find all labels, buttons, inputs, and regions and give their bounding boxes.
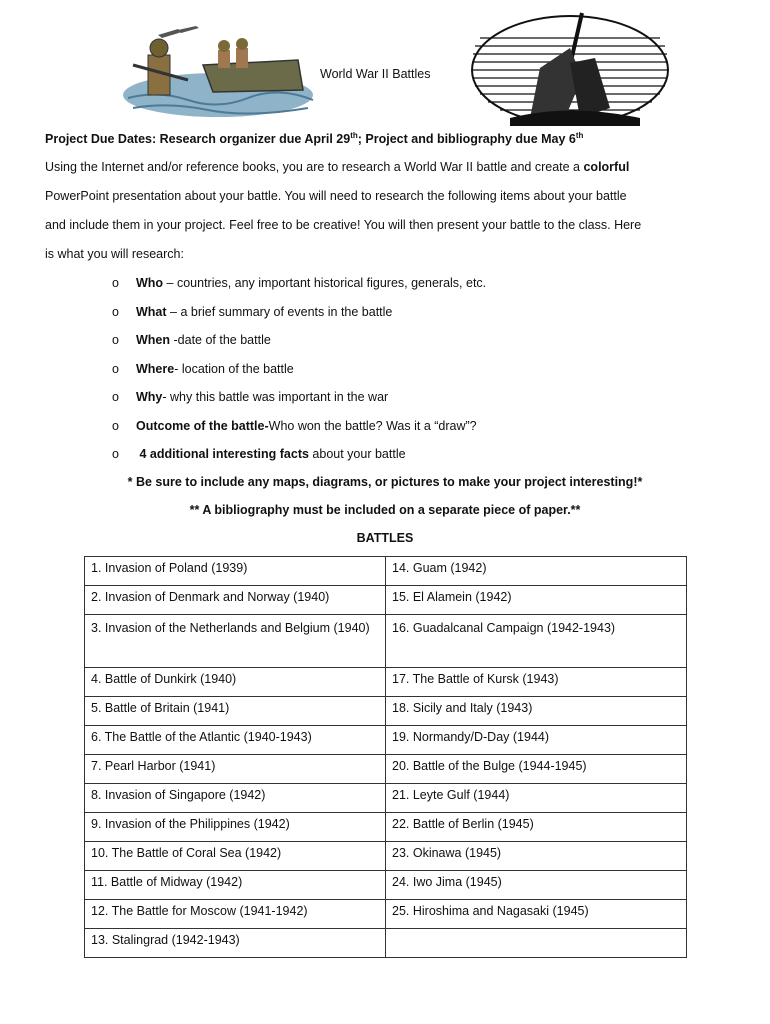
- table-cell: 22. Battle of Berlin (1945): [386, 813, 687, 842]
- table-cell: 4. Battle of Dunkirk (1940): [85, 668, 386, 697]
- note-maps: * Be sure to include any maps, diagrams, or pictures to make your project interesting!*: [127, 475, 643, 489]
- table-row: [85, 615, 687, 668]
- list-item: o Outcome of the battle-Who won the battle? Was it a “draw”?: [112, 418, 477, 433]
- list-item: o Where- location of the battle: [112, 361, 294, 376]
- table-row: [85, 784, 687, 813]
- table-cell: 8. Invasion of Singapore (1942): [85, 784, 386, 813]
- table-cell: 16. Guadalcanal Campaign (1942-1943): [386, 615, 687, 668]
- table-row: [85, 842, 687, 871]
- table-cell: 15. El Alamein (1942): [386, 586, 687, 615]
- table-cell: 9. Invasion of the Philippines (1942): [85, 813, 386, 842]
- list-item: o What – a brief summary of events in the battle: [112, 304, 393, 319]
- table-row: [85, 755, 687, 784]
- table-cell: 19. Normandy/D-Day (1944): [386, 726, 687, 755]
- table-cell: 3. Invasion of the Netherlands and Belgium (1940): [85, 615, 386, 668]
- table-row: [85, 900, 687, 929]
- table-cell: 10. The Battle of Coral Sea (1942): [85, 842, 386, 871]
- list-item: o 4 additional interesting facts about your battle: [112, 447, 406, 461]
- list-item: o When -date of the battle: [112, 333, 271, 347]
- document-title: World War II Battles: [320, 67, 431, 81]
- table-row: [85, 813, 687, 842]
- table-row: [85, 557, 687, 586]
- intro-line-4: is what you will research:: [45, 247, 184, 261]
- table-cell: [386, 929, 687, 958]
- table-cell: 2. Invasion of Denmark and Norway (1940): [85, 586, 386, 615]
- list-item: o Why- why this battle was important in the war: [112, 390, 389, 404]
- table-cell: 1. Invasion of Poland (1939): [85, 557, 386, 586]
- table-row: [85, 871, 687, 900]
- table-cell: 25. Hiroshima and Nagasaki (1945): [386, 900, 687, 929]
- battles-table: [84, 556, 687, 958]
- soldiers-landing-clipart: [118, 20, 318, 120]
- table-row: [85, 726, 687, 755]
- table-cell: 13. Stalingrad (1942-1943): [85, 929, 386, 958]
- table-cell: 14. Guam (1942): [386, 557, 687, 586]
- research-items-list: [112, 276, 486, 476]
- table-row: [85, 586, 687, 615]
- table-cell: 17. The Battle of Kursk (1943): [386, 668, 687, 697]
- table-cell: 20. Battle of the Bulge (1944-1945): [386, 755, 687, 784]
- table-cell: 18. Sicily and Italy (1943): [386, 697, 687, 726]
- table-row: [85, 929, 687, 958]
- table-cell: 5. Battle of Britain (1941): [85, 697, 386, 726]
- table-row: [85, 668, 687, 697]
- table-heading: BATTLES: [356, 531, 414, 545]
- table-cell: 21. Leyte Gulf (1944): [386, 784, 687, 813]
- table-cell: 23. Okinawa (1945): [386, 842, 687, 871]
- intro-line-2: PowerPoint presentation about your battle. You will need to research the following items about your battle: [45, 189, 627, 203]
- due-dates: Project Due Dates: Research organizer due April 29th; Project and bibliography due May 6th: [45, 131, 584, 147]
- table-cell: 11. Battle of Midway (1942): [85, 871, 386, 900]
- table-cell: 24. Iwo Jima (1945): [386, 871, 687, 900]
- intro-line-3: and include them in your project. Feel free to be creative! You will then present your battle to the class. Here: [45, 218, 642, 232]
- table-cell: 6. The Battle of the Atlantic (1940-1943): [85, 726, 386, 755]
- intro-line-1: Using the Internet and/or reference books, you are to research a World War II battle and create a colorful: [45, 160, 630, 174]
- list-item: o Who – countries, any important historical figures, generals, etc.: [112, 276, 487, 290]
- table-row: [85, 697, 687, 726]
- table-cell: 12. The Battle for Moscow (1941-1942): [85, 900, 386, 929]
- note-bibliography: ** A bibliography must be included on a separate piece of paper.**: [189, 503, 581, 517]
- flag-raising-clipart: [470, 8, 670, 126]
- table-cell: 7. Pearl Harbor (1941): [85, 755, 386, 784]
